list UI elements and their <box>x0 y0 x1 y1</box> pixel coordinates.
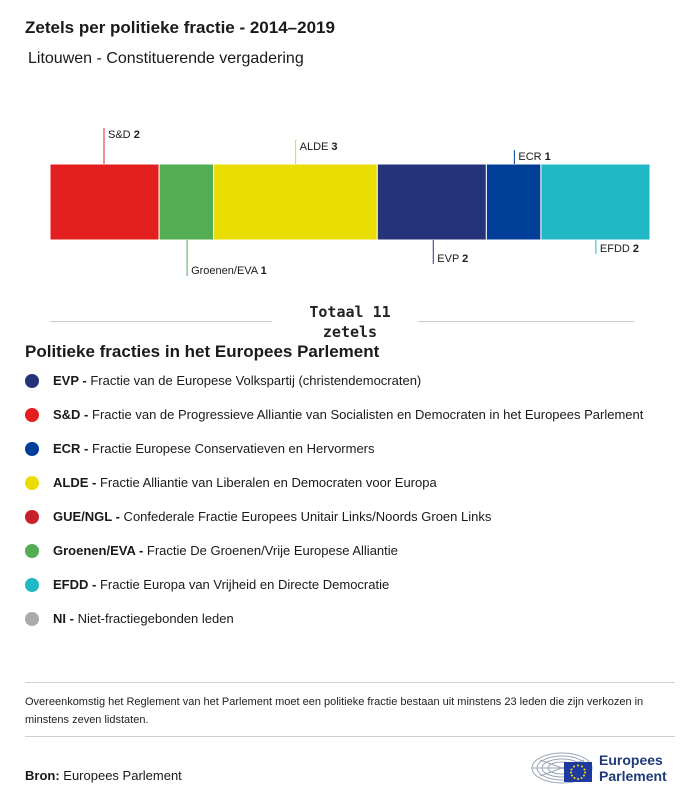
divider-top <box>25 682 675 683</box>
legend-dot <box>25 544 39 558</box>
legend-dot <box>25 476 39 490</box>
legend-abbr: S&D - <box>53 407 89 422</box>
data-label-groeneneva: Groenen/EVA 1 <box>191 265 267 277</box>
chart-subtitle: Litouwen - Constituerende vergadering <box>28 50 304 67</box>
legend-desc: Confederale Fractie Europees Unitair Links/Noords Groen Links <box>119 509 492 524</box>
logo-text <box>599 752 667 784</box>
legend-dot <box>25 374 39 388</box>
legend-desc: Fractie van de Europese Volkspartij (christendemocraten) <box>86 373 422 388</box>
legend-desc: Fractie De Groenen/Vrije Europese Alliantie <box>143 543 398 558</box>
bar-segment-ecr <box>486 164 541 240</box>
source <box>25 768 182 783</box>
bar-segment-evp <box>377 164 486 240</box>
data-label-alde: ALDE 3 <box>299 141 338 153</box>
divider-bottom <box>25 736 675 737</box>
bar-segment-groeneneva <box>159 164 214 240</box>
source-value: Europees Parlement <box>59 768 182 783</box>
legend-abbr: NI - <box>53 611 74 626</box>
legend-desc: Fractie Alliantie van Liberalen en Democraten voor Europa <box>96 475 437 490</box>
legend-item <box>25 576 665 594</box>
legend-item <box>25 610 665 628</box>
legend-item <box>25 474 665 492</box>
logo-text-line1: Europees <box>599 752 663 768</box>
legend-abbr: EFDD - <box>53 577 97 592</box>
legend-desc: Niet-fractiegebonden leden <box>73 611 234 626</box>
bar-segment-efdd <box>541 164 650 240</box>
source-label: Bron: <box>25 768 60 783</box>
legend-item <box>25 372 665 390</box>
legend-abbr: Groenen/EVA - <box>53 543 144 558</box>
legend <box>25 372 665 644</box>
legend-desc: Fractie Europa van Vrijheid en Directe Democratie <box>96 577 390 592</box>
chart-title: Zetels per politieke fractie - 2014–2019 <box>25 18 335 37</box>
legend-dot <box>25 408 39 422</box>
legend-abbr: EVP - <box>53 373 87 388</box>
data-label-sd: S&D 2 <box>108 129 140 141</box>
data-label-ecr: ECR 1 <box>518 151 551 163</box>
legend-title: Politieke fracties in het Europees Parlement <box>25 342 380 361</box>
legend-dot <box>25 442 39 456</box>
legend-item <box>25 508 665 526</box>
total-divider-right <box>418 321 634 322</box>
legend-desc: Fractie Europese Conservatieven en Hervormers <box>88 441 375 456</box>
footnote: Overeenkomstig het Reglement van het Parlement moet een politieke fractie bestaan uit minstens 23 leden die zijn verkozen in minstens zeven lidstaten. <box>25 696 644 726</box>
legend-abbr: GUE/NGL - <box>53 509 120 524</box>
seat-chart <box>0 0 700 300</box>
legend-item <box>25 440 665 458</box>
total-seats-count: Totaal 11 <box>309 303 391 321</box>
legend-dot <box>25 578 39 592</box>
logo-text-line2: Parlement <box>599 768 667 784</box>
legend-abbr: ALDE - <box>53 475 97 490</box>
total-seats-unit: zetels <box>322 323 378 341</box>
legend-item <box>25 542 665 560</box>
legend-dot <box>25 612 39 626</box>
legend-item <box>25 406 665 424</box>
data-label-evp: EVP 2 <box>437 253 469 265</box>
legend-abbr: ECR - <box>53 441 89 456</box>
data-label-efdd: EFDD 2 <box>599 243 640 255</box>
legend-desc: Fractie van de Progressieve Alliantie van Socialisten en Democraten in het Europees Parlement <box>88 407 644 422</box>
total-seats <box>280 302 420 342</box>
total-divider-left <box>50 321 272 322</box>
legend-dot <box>25 510 39 524</box>
bar-segment-sd <box>50 164 159 240</box>
bar-segment-alde <box>214 164 378 240</box>
